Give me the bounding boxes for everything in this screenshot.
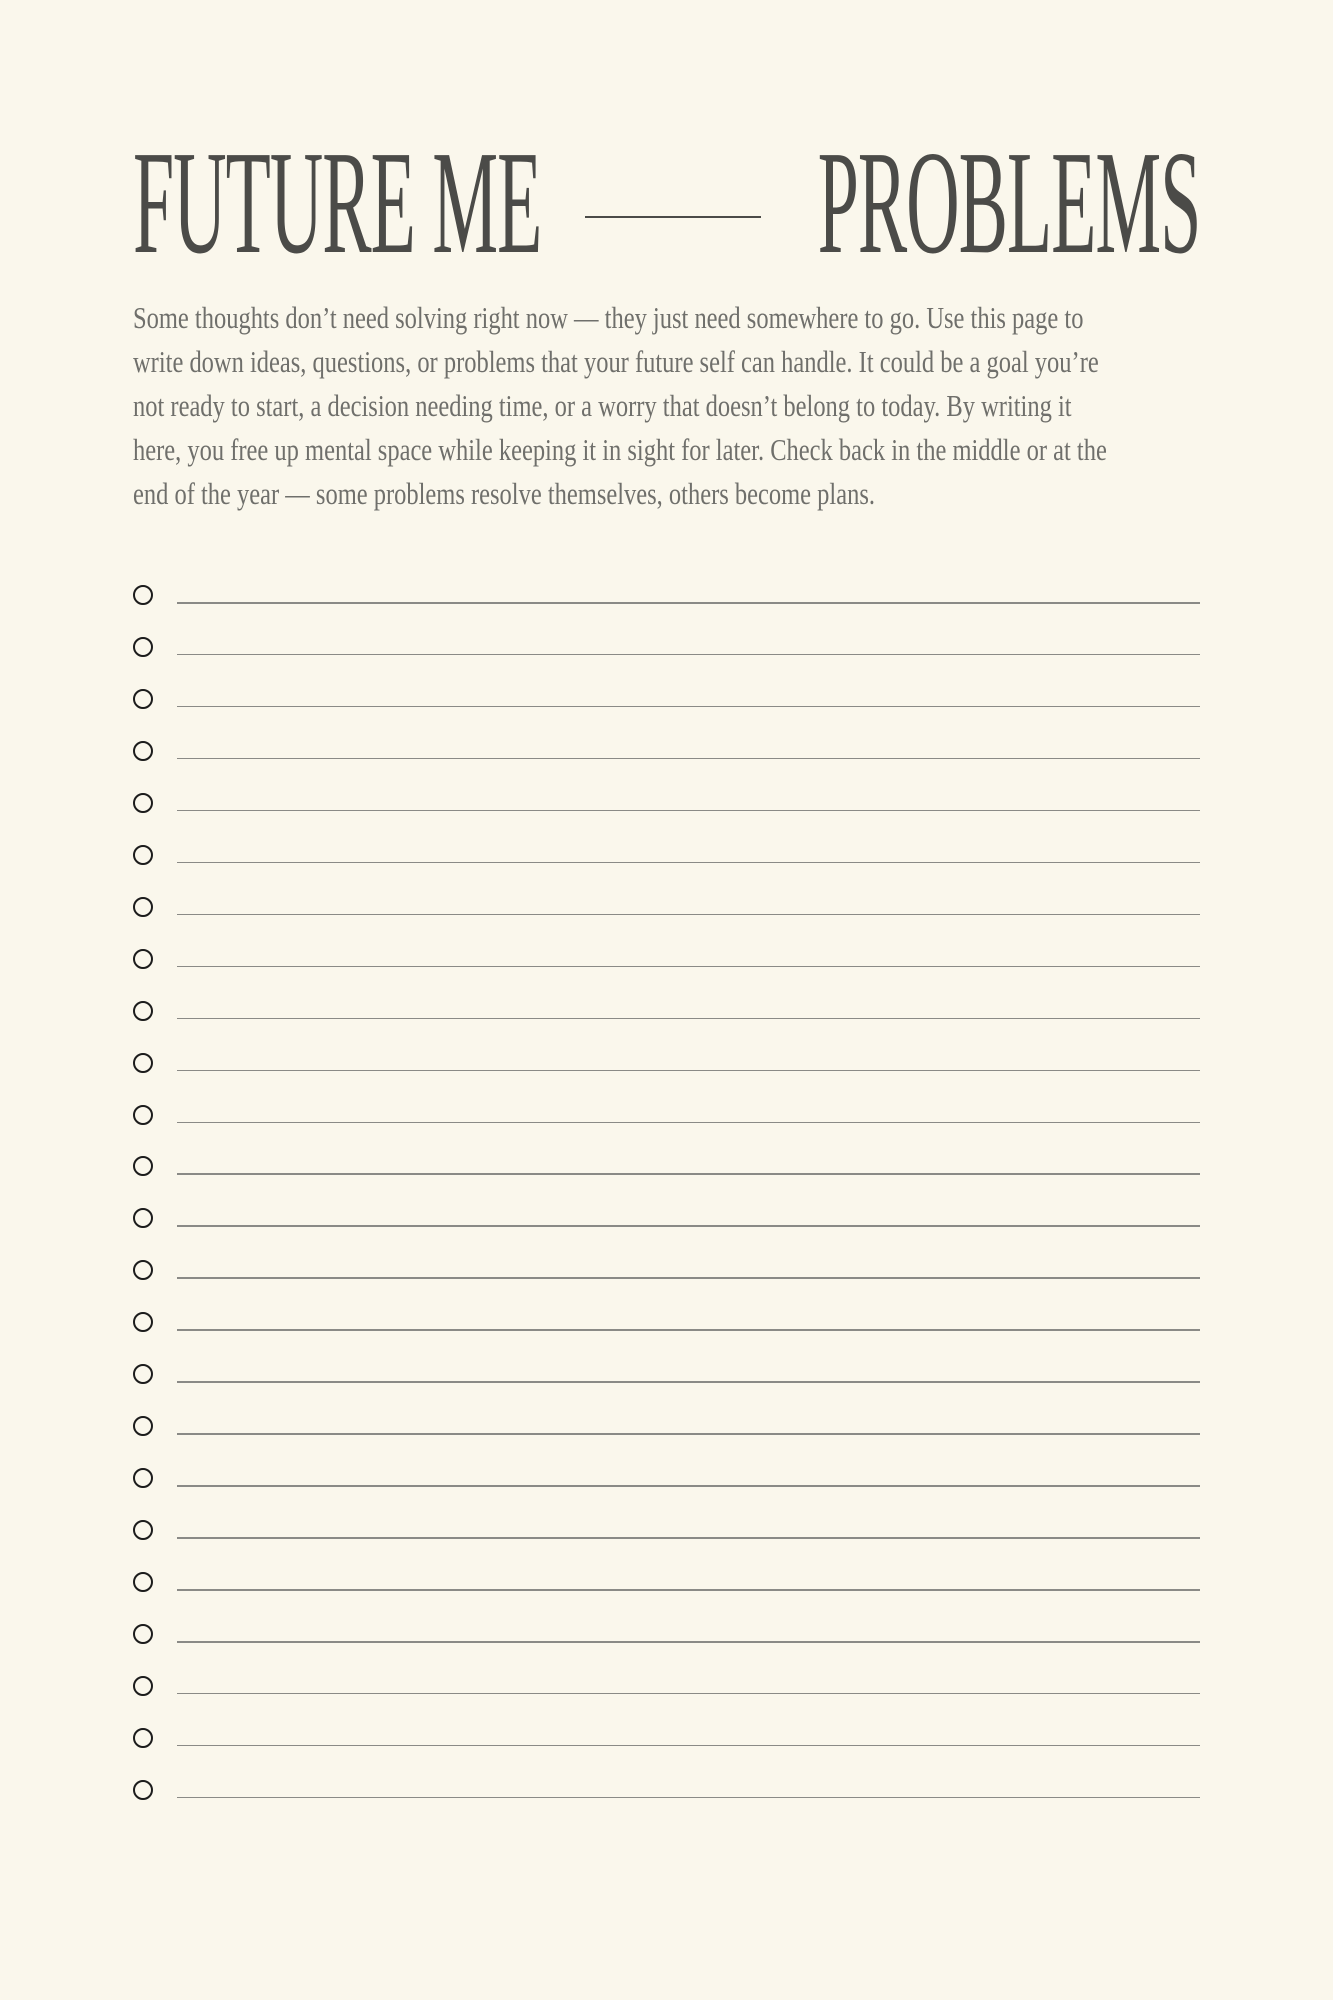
- circle-checkbox-icon[interactable]: [133, 845, 153, 865]
- checklist-row: [133, 1356, 1200, 1396]
- checklist-row: [133, 1252, 1200, 1292]
- checklist-row: [133, 785, 1200, 825]
- checklist-row: [133, 1772, 1200, 1812]
- checklist-row: [133, 577, 1200, 617]
- checklist-row: [133, 1668, 1200, 1708]
- circle-checkbox-icon[interactable]: [133, 741, 153, 761]
- writing-line[interactable]: [177, 1485, 1200, 1487]
- writing-line[interactable]: [177, 810, 1200, 812]
- circle-checkbox-icon[interactable]: [133, 1780, 153, 1800]
- writing-line[interactable]: [177, 1225, 1200, 1227]
- circle-checkbox-icon[interactable]: [133, 1260, 153, 1280]
- checklist-row: [133, 681, 1200, 721]
- circle-checkbox-icon[interactable]: [133, 1364, 153, 1384]
- circle-checkbox-icon[interactable]: [133, 793, 153, 813]
- checklist-row: [133, 1148, 1200, 1188]
- page-title-right: PROBLEMS: [817, 121, 1200, 285]
- checklist-row: [133, 1097, 1200, 1137]
- writing-line[interactable]: [177, 914, 1200, 916]
- writing-line[interactable]: [177, 1433, 1200, 1435]
- checklist-row: [133, 1616, 1200, 1656]
- circle-checkbox-icon[interactable]: [133, 1105, 153, 1125]
- page-title-left: FUTURE ME: [133, 121, 542, 285]
- checklist-row: [133, 837, 1200, 877]
- writing-line[interactable]: [177, 1589, 1200, 1591]
- checklist-row: [133, 1720, 1200, 1760]
- circle-checkbox-icon[interactable]: [133, 897, 153, 917]
- writing-line[interactable]: [177, 1070, 1200, 1072]
- writing-line[interactable]: [177, 1329, 1200, 1331]
- circle-checkbox-icon[interactable]: [133, 1208, 153, 1228]
- writing-line[interactable]: [177, 1018, 1200, 1020]
- intro-line: Some thoughts don’t need solving right now — they just need somewhere to go. Use this page to: [133, 300, 1084, 335]
- writing-line[interactable]: [177, 1122, 1200, 1124]
- circle-checkbox-icon[interactable]: [133, 1520, 153, 1540]
- circle-checkbox-icon[interactable]: [133, 1468, 153, 1488]
- writing-line[interactable]: [177, 1693, 1200, 1695]
- checklist-row: [133, 1460, 1200, 1500]
- circle-checkbox-icon[interactable]: [133, 1053, 153, 1073]
- intro-line: here, you free up mental space while keeping it in sight for later. Check back in the middle or at the: [133, 432, 1107, 467]
- checklist: [133, 0, 1200, 2000]
- intro-line: end of the year — some problems resolve themselves, others become plans.: [133, 476, 875, 511]
- checklist-row: [133, 941, 1200, 981]
- checklist-row: [133, 1304, 1200, 1344]
- circle-checkbox-icon[interactable]: [133, 585, 153, 605]
- circle-checkbox-icon[interactable]: [133, 1416, 153, 1436]
- circle-checkbox-icon[interactable]: [133, 1156, 153, 1176]
- circle-checkbox-icon[interactable]: [133, 1312, 153, 1332]
- writing-line[interactable]: [177, 1537, 1200, 1539]
- circle-checkbox-icon[interactable]: [133, 1728, 153, 1748]
- writing-line[interactable]: [177, 1641, 1200, 1643]
- intro-line: not ready to start, a decision needing time, or a worry that doesn’t belong to today. By writing it: [133, 388, 1072, 423]
- writing-line[interactable]: [177, 1381, 1200, 1383]
- writing-line[interactable]: [177, 758, 1200, 760]
- circle-checkbox-icon[interactable]: [133, 637, 153, 657]
- circle-checkbox-icon[interactable]: [133, 689, 153, 709]
- circle-checkbox-icon[interactable]: [133, 1676, 153, 1696]
- checklist-row: [133, 1045, 1200, 1085]
- circle-checkbox-icon[interactable]: [133, 1624, 153, 1644]
- checklist-row: [133, 629, 1200, 669]
- intro-line: write down ideas, questions, or problems that your future self can handle. It could be a goal you’re: [133, 344, 1099, 379]
- checklist-row: [133, 1512, 1200, 1552]
- writing-line[interactable]: [177, 1173, 1200, 1175]
- writing-line[interactable]: [177, 1745, 1200, 1747]
- writing-line[interactable]: [177, 706, 1200, 708]
- writing-line[interactable]: [177, 1277, 1200, 1279]
- checklist-row: [133, 733, 1200, 773]
- circle-checkbox-icon[interactable]: [133, 1572, 153, 1592]
- writing-line[interactable]: [177, 654, 1200, 656]
- checklist-row: [133, 1200, 1200, 1240]
- writing-line[interactable]: [177, 602, 1200, 604]
- writing-line[interactable]: [177, 1797, 1200, 1799]
- checklist-row: [133, 1408, 1200, 1448]
- checklist-row: [133, 889, 1200, 929]
- writing-line[interactable]: [177, 862, 1200, 864]
- circle-checkbox-icon[interactable]: [133, 1001, 153, 1021]
- writing-line[interactable]: [177, 966, 1200, 968]
- checklist-row: [133, 993, 1200, 1033]
- circle-checkbox-icon[interactable]: [133, 949, 153, 969]
- checklist-row: [133, 1564, 1200, 1604]
